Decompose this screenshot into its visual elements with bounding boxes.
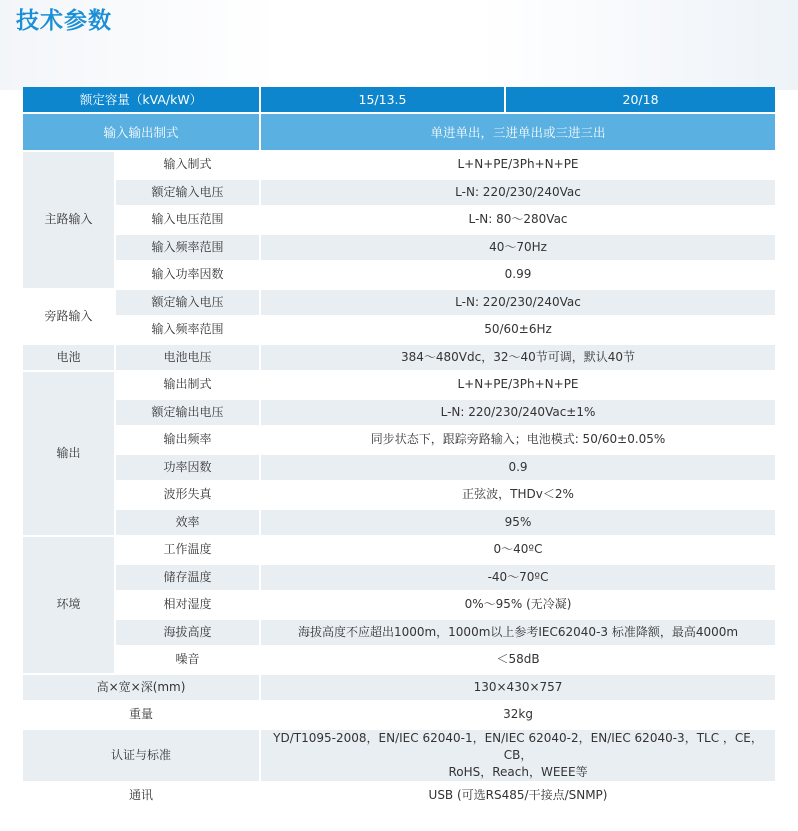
row-value: L-N: 80～280Vac <box>261 207 775 233</box>
row-label: 相对湿度 <box>116 592 261 618</box>
table-row <box>23 455 775 481</box>
table-row <box>23 345 775 371</box>
table-row <box>23 290 775 316</box>
row-value: 0～40ºC <box>261 537 775 563</box>
row-label: 储存温度 <box>116 565 261 591</box>
row-label: 额定输入电压 <box>116 290 261 316</box>
table-row <box>23 510 775 536</box>
io-system-value: 单进单出，三进单出或三进三出 <box>261 114 775 150</box>
table-row <box>23 235 775 261</box>
table-row <box>23 152 775 178</box>
main-input-group: 主路输入 <box>23 152 116 288</box>
table-row <box>23 482 775 508</box>
table-row <box>23 262 775 288</box>
table-row <box>23 647 775 673</box>
row-value: L-N: 220/230/240Vac <box>261 290 775 316</box>
page-title: 技术参数 <box>16 8 112 34</box>
row-value: L-N: 220/230/240Vac±1% <box>261 400 775 426</box>
row-label: 效率 <box>116 510 261 536</box>
row-value: ＜58dB <box>261 647 775 673</box>
spec-table <box>23 85 775 810</box>
model-20-header: 20/18 <box>506 87 775 112</box>
table-header-row <box>23 87 775 112</box>
row-label: 波形失真 <box>116 482 261 508</box>
row-value: -40～70ºC <box>261 565 775 591</box>
dimensions-value: 130×430×757 <box>261 675 775 701</box>
row-label: 额定输入电压 <box>116 180 261 206</box>
row-value: 50/60±6Hz <box>261 317 775 343</box>
io-system-label: 输入输出制式 <box>23 114 261 150</box>
environment-group: 环境 <box>23 537 116 673</box>
certification-value <box>261 730 775 781</box>
table-row <box>23 372 775 398</box>
row-label: 额定输出电压 <box>116 400 261 426</box>
row-label: 输出制式 <box>116 372 261 398</box>
table-row <box>23 675 775 701</box>
table-row <box>23 565 775 591</box>
row-label: 输入功率因数 <box>116 262 261 288</box>
table-row <box>23 783 775 809</box>
certification-line-2: RoHS，Reach，WEEE等 <box>448 764 588 779</box>
table-row <box>23 537 775 563</box>
row-label: 海拔高度 <box>116 620 261 646</box>
row-label: 输入电压范围 <box>116 207 261 233</box>
row-value: 0.99 <box>261 262 775 288</box>
table-row <box>23 427 775 453</box>
communication-value: USB (可选RS485/干接点/SNMP) <box>261 783 775 809</box>
capacity-header: 额定容量（kVA/kW） <box>23 87 261 112</box>
output-group: 输出 <box>23 372 116 535</box>
row-label: 输入频率范围 <box>116 235 261 261</box>
row-value: 95% <box>261 510 775 536</box>
row-label: 噪音 <box>116 647 261 673</box>
row-label: 电池电压 <box>116 345 261 371</box>
io-system-row <box>23 114 775 150</box>
header-background <box>0 0 798 90</box>
row-label: 输出频率 <box>116 427 261 453</box>
weight-label: 重量 <box>23 702 261 728</box>
table-row <box>23 400 775 426</box>
weight-value: 32kg <box>261 702 775 728</box>
dimensions-label: 高×宽×深(mm) <box>23 675 261 701</box>
row-value: 0%～95% (无冷凝) <box>261 592 775 618</box>
row-label: 输入制式 <box>116 152 261 178</box>
row-value: 正弦波，THDv＜2% <box>261 482 775 508</box>
row-value: 384～480Vdc，32～40节可调，默认40节 <box>261 345 775 371</box>
table-row <box>23 180 775 206</box>
row-label: 工作温度 <box>116 537 261 563</box>
communication-label: 通讯 <box>23 783 261 809</box>
row-label: 功率因数 <box>116 455 261 481</box>
table-row <box>23 207 775 233</box>
certification-line-1: YD/T1095-2008，EN/IEC 62040-1，EN/IEC 62040-2，EN/IEC 62040-3，TLC ，CE，CB， <box>273 730 763 762</box>
row-value: 0.9 <box>261 455 775 481</box>
row-value: L+N+PE/3Ph+N+PE <box>261 372 775 398</box>
table-row <box>23 592 775 618</box>
row-value: L+N+PE/3Ph+N+PE <box>261 152 775 178</box>
bypass-input-group: 旁路输入 <box>23 290 116 343</box>
table-row <box>23 317 775 343</box>
row-value: 同步状态下，跟踪旁路输入；电池模式: 50/60±0.05% <box>261 427 775 453</box>
row-value: 海拔高度不应超出1000m，1000m以上参考IEC62040-3 标准降额，最高4000m <box>261 620 775 646</box>
model-15-header: 15/13.5 <box>261 87 506 112</box>
row-label: 输入频率范围 <box>116 317 261 343</box>
row-value: 40～70Hz <box>261 235 775 261</box>
table-row <box>23 620 775 646</box>
table-row <box>23 702 775 728</box>
battery-group: 电池 <box>23 345 116 371</box>
certification-label: 认证与标准 <box>23 730 261 781</box>
table-row <box>23 730 775 781</box>
row-value: L-N: 220/230/240Vac <box>261 180 775 206</box>
